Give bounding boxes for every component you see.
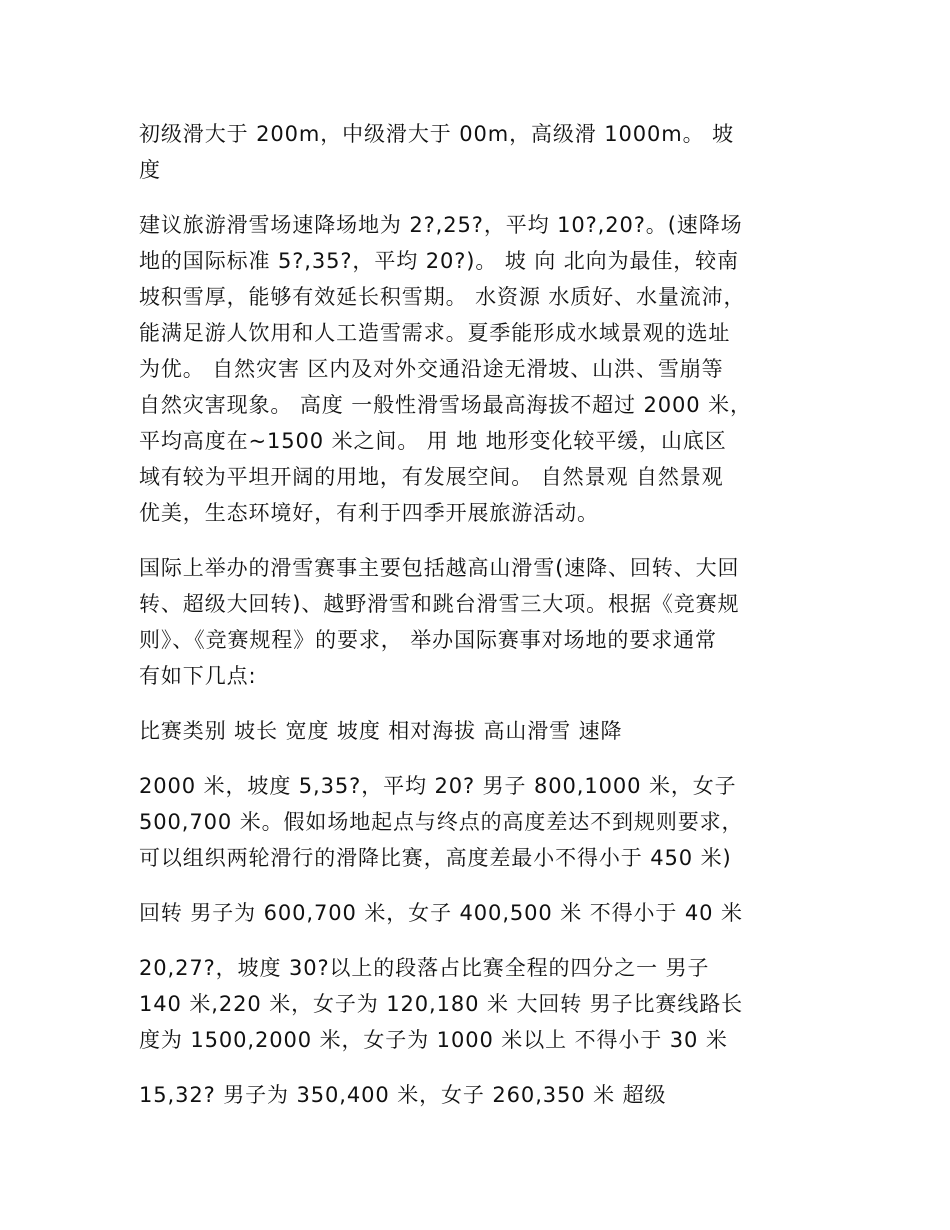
text-line: 140 米,220 米，女子为 120,180 米 大回转 男子比赛线路长 (139, 992, 744, 1016)
text-line: 度 (139, 158, 161, 182)
text-line: 度为 1500,2000 米，女子为 1000 米以上 不得小于 30 米 (139, 1028, 728, 1052)
text-line: 可以组织两轮滑行的滑降比赛，高度差最小不得小于 450 米) (139, 846, 732, 870)
text-line: 转、超级大回转)、越野滑雪和跳台滑雪三大项。根据《竞赛规 (139, 592, 740, 616)
text-line: 自然灾害现象。 高度 一般性滑雪场最高海拔不超过 2000 米， (139, 393, 752, 417)
text-line: 15,32? 男子为 350,400 米，女子 260,350 米 超级 (139, 1083, 667, 1107)
paragraph-super-g (139, 1077, 815, 1113)
text-line: 国际上举办的滑雪赛事主要包括越高山滑雪(速降、回转、大回 (139, 556, 740, 580)
text-line: 建议旅游滑雪场速降场地为 2?,25?，平均 10?,20?。(速降场 (139, 213, 743, 237)
paragraph-site-conditions (139, 207, 815, 531)
text-line: 能满足游人饮用和人工造雪需求。夏季能形成水域景观的选址 (139, 321, 731, 345)
text-line: 为优。 自然灾害 区内及对外交通沿途无滑坡、山洪、雪崩等 (139, 357, 724, 381)
text-line: 2000 米，坡度 5,35?，平均 20? 男子 800,1000 米，女子 (139, 774, 737, 798)
text-line: 优美，生态环境好，有利于四季开展旅游活动。 (139, 501, 599, 525)
text-line: 500,700 米。假如场地起点与终点的高度差达不到规则要求， (139, 810, 744, 834)
text-line: 有如下几点: (139, 664, 257, 688)
text-line: 地的国际标准 5?,35?，平均 20?)。 坡 向 北向为最佳，较南 (139, 249, 739, 273)
text-line: 比赛类别 坡长 宽度 坡度 相对海拔 高山滑雪 速降 (139, 719, 623, 743)
paragraph-international-events (139, 550, 815, 694)
text-line: 域有较为平坦开阔的用地，有发展空间。 自然景观 自然景观 (139, 465, 724, 489)
text-line: 则》、《竞赛规程》的要求， 举办国际赛事对场地的要求通常 (139, 628, 717, 652)
paragraph-giant-slalom (139, 950, 815, 1058)
text-line: 初级滑大于 200m，中级滑大于 00m，高级滑 1000m。 坡 (139, 122, 735, 146)
text-line: 坡积雪厚，能够有效延长积雪期。 水资源 水质好、水量流沛， (139, 285, 746, 309)
paragraph-table-header (139, 713, 815, 749)
paragraph-slope-length (139, 116, 815, 188)
document-body (139, 116, 815, 1132)
text-line: 20,27?，坡度 30?以上的段落占比赛全程的四分之一 男子 (139, 956, 710, 980)
paragraph-slalom (139, 895, 815, 931)
text-line: 平均高度在~1500 米之间。 用 地 地形变化较平缓，山底区 (139, 429, 727, 453)
paragraph-downhill (139, 768, 815, 876)
text-line: 回转 男子为 600,700 米，女子 400,500 米 不得小于 40 米 (139, 901, 743, 925)
